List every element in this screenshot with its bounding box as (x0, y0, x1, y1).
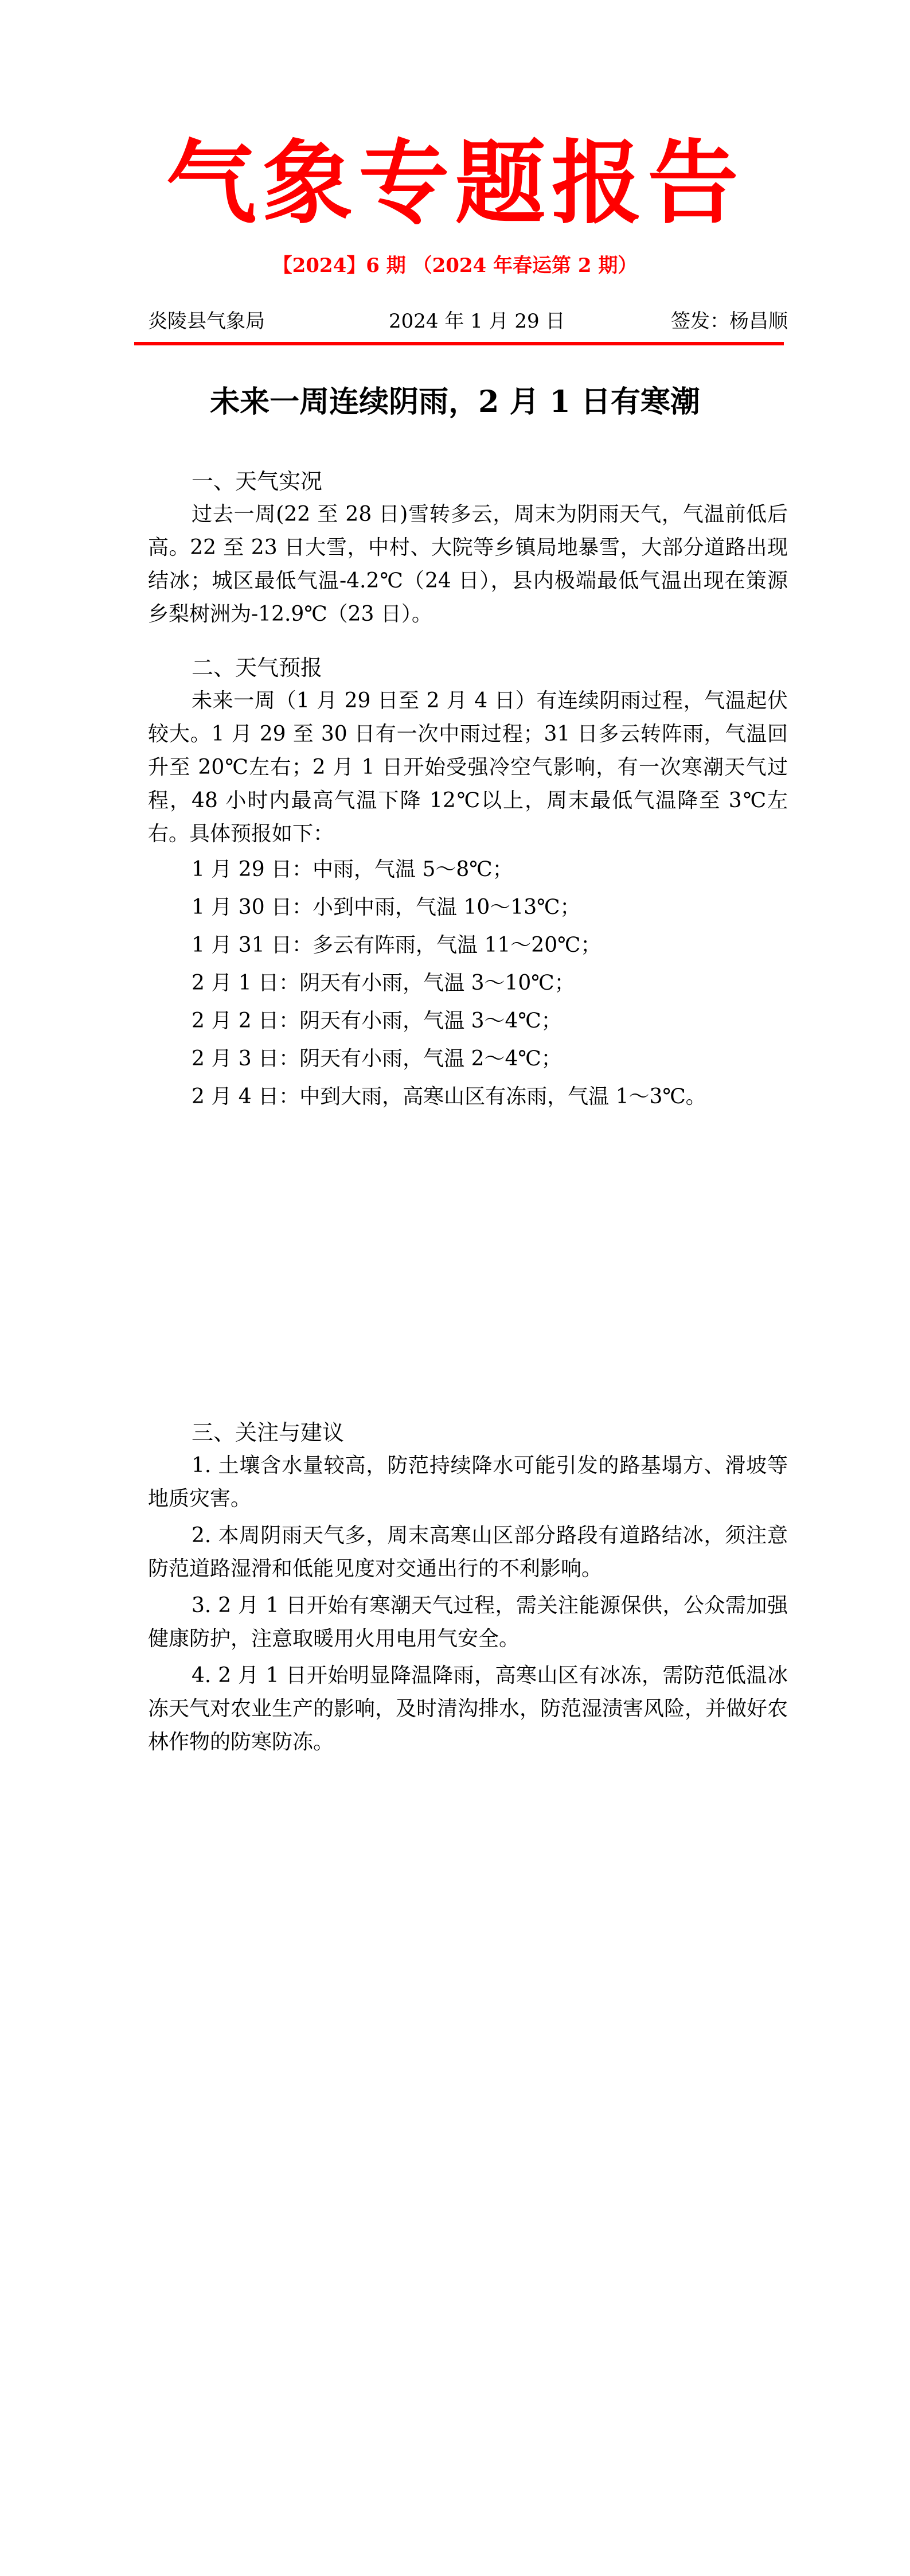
header-divider (134, 342, 784, 345)
advice-item: 2. 本周阴雨天气多，周末高寒山区部分路段有道路结冰，须注意防范道路湿滑和低能见度对交通出行的不利影响。 (148, 1524, 788, 1581)
daily-forecast-item: 2 月 1 日：阴天有小雨，气温 3～10℃； (192, 971, 575, 995)
issue-number: 【2024】6 期 （2024 年春运第 2 期） (272, 254, 638, 277)
forecast-paragraph: 未来一周（1 月 29 日至 2 月 4 日）有连续阴雨过程，气温起伏较大。1 月 29 至 30 日有一次中雨过程；31 日多云转阵雨，气温回升至 20℃左右；2 月 1 日开始受强冷空气影响，有一次寒潮天气过程，48 小时内最高气温下降 12℃以上，周末最低气温降至 3℃左右。具体预报如下： (148, 689, 788, 846)
daily-forecast-list (148, 851, 788, 1116)
section-heading: 三、关注与建议 (192, 1420, 345, 1445)
issue-date: 2024 年 1 月 29 日 (389, 310, 565, 333)
report-headline: 未来一周连续阴雨，2 月 1 日有寒潮 (210, 384, 700, 419)
signer: 签发：杨昌顺 (671, 310, 788, 333)
meta-row (148, 307, 788, 336)
daily-forecast-item: 2 月 2 日：阴天有小雨，气温 3～4℃； (192, 1009, 562, 1033)
daily-forecast-item: 1 月 31 日：多云有阵雨，气温 11～20℃； (192, 933, 602, 957)
advice-item: 1. 土壤含水量较高，防范持续降水可能引发的路基塌方、滑坡等地质灾害。 (148, 1454, 788, 1511)
issuing-organization: 炎陵县气象局 (148, 310, 265, 333)
daily-forecast-item: 1 月 29 日：中雨，气温 5～8℃； (192, 858, 513, 881)
section-forecast (148, 651, 788, 1116)
section-current-weather (148, 465, 788, 631)
daily-forecast-item: 2 月 3 日：阴天有小雨，气温 2～4℃； (192, 1047, 562, 1071)
section-heading: 二、天气预报 (192, 655, 323, 680)
current-weather-paragraph: 过去一周(22 至 28 日)雪转多云，周末为阴雨天气，气温前低后高。22 至 23 日大雪，中村、大院等乡镇局地暴雪，大部分道路出现结冰；城区最低气温-4.2℃（24 日），县内极端最低气温出现在策源乡梨树洲为-12.9℃（23 日）。 (148, 503, 788, 626)
advice-item: 4. 2 月 1 日开始明显降温降雨，高寒山区有冰冻，需防范低温冰冻天气对农业生产的影响，及时清沟排水，防范湿渍害风险，并做好农林作物的防寒防冻。 (148, 1664, 788, 1754)
advice-item: 3. 2 月 1 日开始有寒潮天气过程，需关注能源保供，公众需加强健康防护，注意取暖用火用电用气安全。 (148, 1594, 788, 1651)
daily-forecast-item: 2 月 4 日：中到大雨，高寒山区有冻雨，气温 1～3℃。 (192, 1085, 706, 1108)
masthead-title: 气象专题报告 (166, 131, 744, 236)
section-advice (148, 1416, 788, 1759)
daily-forecast-item: 1 月 30 日：小到中雨，气温 10～13℃； (192, 896, 581, 919)
section-heading: 一、天气实况 (192, 469, 323, 494)
